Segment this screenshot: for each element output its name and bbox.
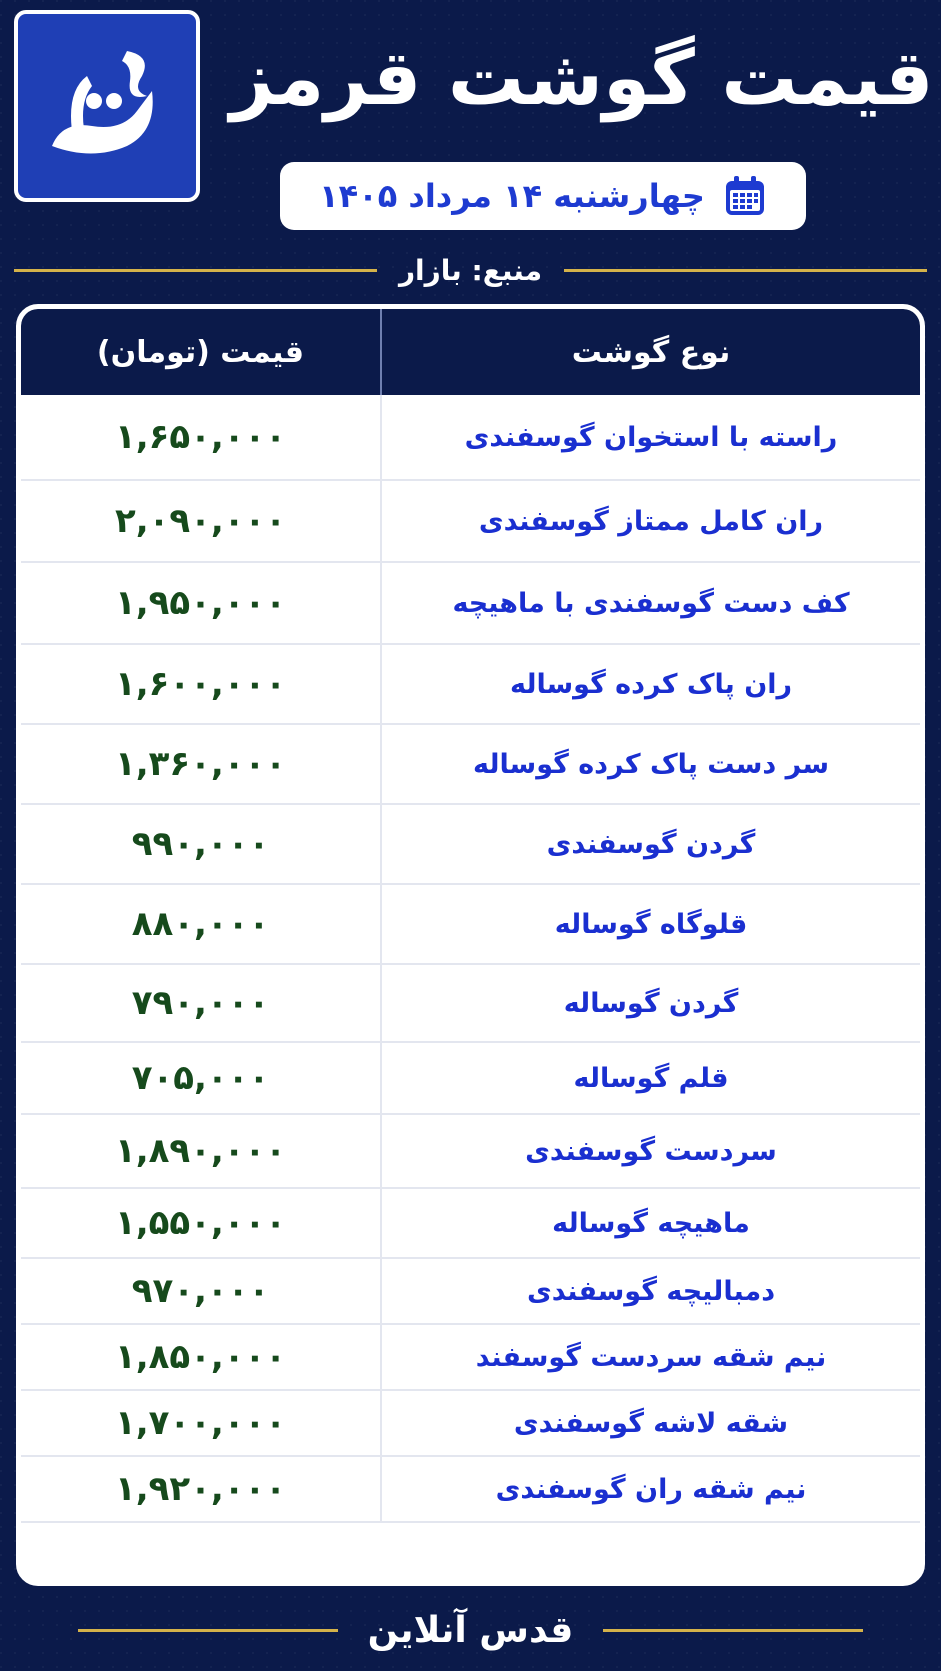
meat-type: قلوگاه گوساله [554,908,748,940]
meat-price: ۱,۵۵۰,۰۰۰ [21,1189,382,1257]
meat-price: ۱,۶۰۰,۰۰۰ [21,645,382,723]
meat-type: ران کامل ممتاز گوسفندی [478,505,824,537]
meat-price: ۱,۳۶۰,۰۰۰ [21,725,382,803]
meat-type: سر دست پاک کرده گوساله [473,748,829,780]
meat-type: ماهیچه گوساله [552,1207,750,1239]
footer [78,1600,863,1660]
table-row [21,645,920,725]
meat-type: سردست گوسفندی [525,1135,777,1167]
meat-type: نیم شقه ران گوسفندی [495,1473,807,1505]
source-row [14,250,927,290]
meat-price: ۱,۹۲۰,۰۰۰ [21,1457,382,1521]
table-row [21,563,920,645]
meat-price: ۷۹۰,۰۰۰ [21,965,382,1041]
table-row [21,1115,920,1189]
meat-price: ۹۷۰,۰۰۰ [21,1259,382,1323]
table-row [21,1325,920,1391]
meat-type: کف دست گوسفندی با ماهیچه [452,587,850,619]
table-row [21,805,920,885]
meat-type: گردن گوساله [563,987,739,1019]
meat-price: ۹۹۰,۰۰۰ [21,805,382,883]
calendar-icon [723,174,767,218]
column-header-name: نوع گوشت [571,334,731,370]
meat-type: قلم گوساله [573,1062,729,1094]
meat-type: شقه لاشه گوسفندی [513,1407,789,1439]
table-row [21,1259,920,1325]
date-text: چهارشنبه ۱۴ مرداد ۱۴۰۵ [319,177,705,215]
divider [78,1629,338,1632]
meat-price: ۲,۰۹۰,۰۰۰ [21,481,382,561]
table-row [21,481,920,563]
meat-type: ران پاک کرده گوساله [509,668,793,700]
table-row [21,1043,920,1115]
page-title: قیمت گوشت قرمز [230,33,934,122]
divider [603,1629,863,1632]
footer-brand: قدس آنلاین [367,1609,574,1651]
meat-price: ۱,۶۵۰,۰۰۰ [21,395,382,479]
table-row [21,965,920,1043]
table-row [21,725,920,805]
meat-type: دمبالیچه گوسفندی [526,1275,776,1307]
meat-price: ۱,۹۵۰,۰۰۰ [21,563,382,643]
meat-type: راسته با استخوان گوسفندی [464,421,838,453]
table-row [21,395,920,481]
meat-price: ۱,۸۹۰,۰۰۰ [21,1115,382,1187]
brand-logo [14,10,200,202]
table-header [21,309,920,395]
price-table [16,304,925,1586]
divider [14,269,377,272]
table-body [21,395,920,1523]
logo-icon [32,31,182,181]
column-header-price: قیمت (تومان) [21,309,382,395]
meat-price: ۱,۷۰۰,۰۰۰ [21,1391,382,1455]
meat-price: ۸۸۰,۰۰۰ [21,885,382,963]
meat-price: ۷۰۵,۰۰۰ [21,1043,382,1113]
table-row [21,885,920,965]
source-label: منبع: بازار [398,253,543,287]
meat-price: ۱,۸۵۰,۰۰۰ [21,1325,382,1389]
meat-type: نیم شقه سردست گوسفند [475,1341,827,1373]
table-row [21,1457,920,1523]
date-badge [280,162,806,230]
divider [564,269,927,272]
table-row [21,1189,920,1259]
table-row [21,1391,920,1457]
meat-type: گردن گوسفندی [546,828,756,860]
